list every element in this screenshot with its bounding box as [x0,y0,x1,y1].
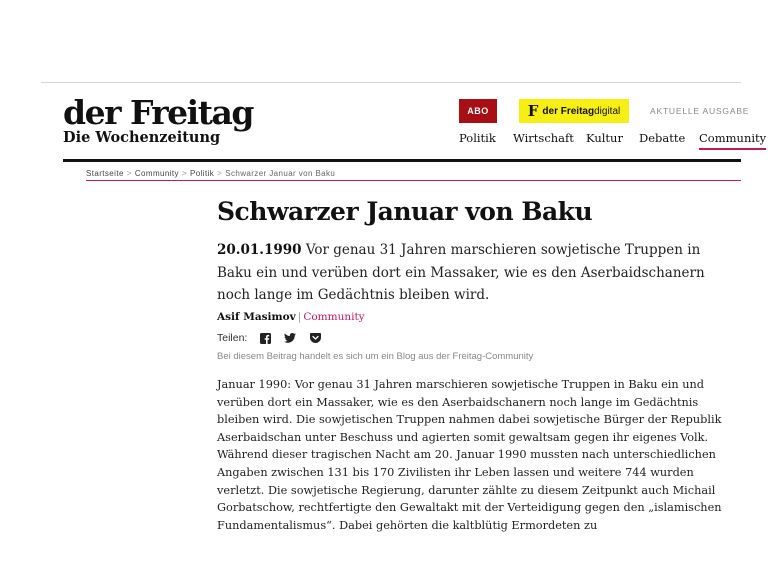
byline-separator: | [297,311,302,323]
breadcrumb-separator: > [217,169,223,178]
breadcrumb-separator: > [126,169,132,178]
facebook-icon[interactable] [259,332,271,344]
twitter-icon[interactable] [284,332,296,344]
breadcrumb [86,169,335,178]
header-divider [63,159,741,162]
article-byline [217,311,365,323]
breadcrumb-startseite[interactable]: Startseite [86,169,124,178]
digital-suffix-label: digital [594,105,621,117]
article-title: Schwarzer Januar von Baku [217,197,593,226]
pocket-icon[interactable] [309,332,321,344]
logo-name: der Freitag [63,93,253,132]
teaser-text: Vor genau 31 Jahren marschieren sowjetische Truppen in Baku ein und verüben dort ein Massaker, wie es den Aserbaidschanern noch lange im Gedächtnis bleiben wird. [217,242,705,303]
aktuelle-ausgabe-link[interactable]: AKTUELLE AUSGABE [650,106,750,116]
breadcrumb-politik[interactable]: Politik [190,169,215,178]
main-navigation [459,131,767,151]
author-link[interactable]: Asif Masimov [217,311,296,323]
breadcrumb-community[interactable]: Community [134,169,179,178]
breadcrumb-separator: > [181,169,188,178]
nav-item-debatte[interactable]: Debatte [639,131,686,145]
nav-item-kultur[interactable]: Kultur [586,131,623,145]
nav-item-community[interactable]: Community [699,131,766,150]
community-note: Bei diesem Beitrag handelt es sich um ein Blog aus der Freitag-Community [217,351,534,362]
share-bar [217,332,334,344]
freitag-digital-button[interactable] [519,99,629,123]
article-date: 20.01.1990 [217,242,302,258]
category-link[interactable]: Community [303,311,365,323]
top-divider [41,82,741,83]
site-logo[interactable] [63,95,253,147]
article-body: Januar 1990: Vor genau 31 Jahren marschieren sowjetische Truppen in Baku ein und verüben dort ein Massaker, wie es den Aserbaidschanern noch lange im Gedächtnis bleiben wird. Die sowjetischen Truppen nahmen dabei sowjetische Bürger der Republik Aserbaidschan unter Beschuss und agierten somit gewaltsam gegen ihr eigenes Volk. Während dieser tragischen Nacht am 20. Januar 1990 mussten nach unterschiedlichen Angaben zwischen 131 bis 170 Zivilisten ihr Leben lassen und weitere 744 wurden verletzt. Die sowjetische Regierung, darunter zählte zu diesem Zeitpunkt auch Michail Gorbatschow, rechtfertigte den Gewaltakt mit der Verteidigung gegen den „islamischen Fundamentalismus“. Dabei gehörten die kaltblütig Ermordeten zu [217,378,722,532]
digital-brand-label: der Freitag [542,105,595,117]
abo-button[interactable]: ABO [459,99,497,123]
share-label: Teilen: [217,332,248,344]
logo-subtitle: Die Wochenzeitung [63,129,221,146]
breadcrumb-divider [86,180,741,181]
breadcrumb-current: Schwarzer Januar von Baku [225,169,336,178]
freitag-f-logo-icon: F [527,101,539,120]
nav-item-politik[interactable]: Politik [459,131,496,145]
nav-item-wirtschaft[interactable]: Wirtschaft [513,131,574,145]
article-teaser [217,239,727,307]
